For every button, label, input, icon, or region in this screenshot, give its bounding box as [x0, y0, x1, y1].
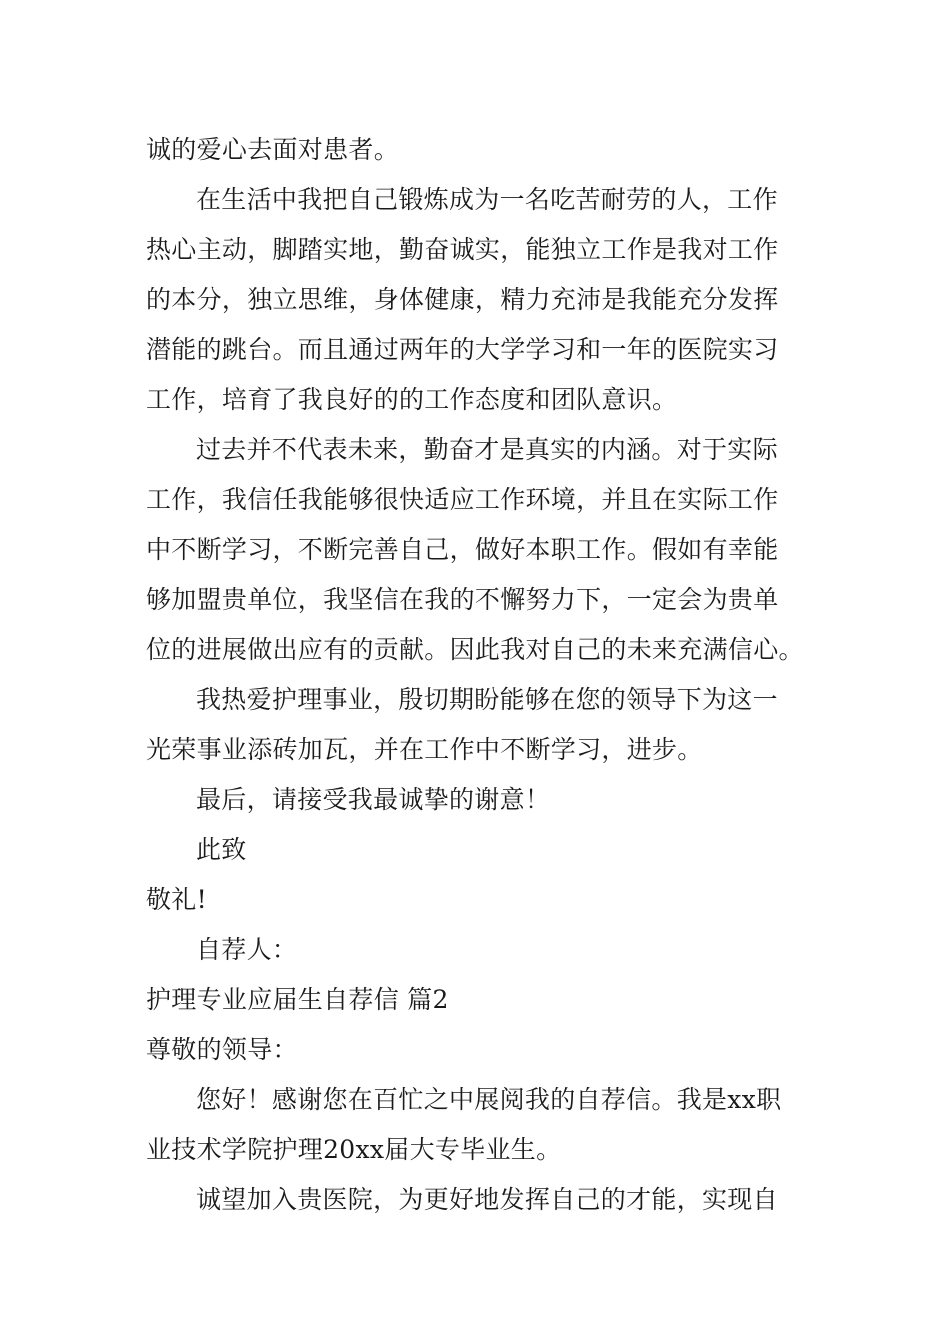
closing-thanks: 最后，请接受我最诚挚的谢意！ — [196, 785, 551, 814]
section-heading: 护理专业应届生自荐信 篇2 — [146, 985, 449, 1014]
text-line: 的本分，独立思维，身体健康，精力充沛是我能充分发挥 — [146, 285, 779, 314]
paragraph-start: 诚望加入贵医院，为更好地发挥自己的才能，实现自 — [196, 1185, 778, 1214]
text-line: 够加盟贵单位，我坚信在我的不懈努力下，一定会为贵单 — [146, 585, 779, 614]
paragraph-start: 过去并不代表未来，勤奋才是真实的内涵。对于实际 — [196, 435, 778, 464]
signature-label: 自荐人： — [196, 935, 298, 964]
text-line: 业技术学院护理20xx届大专毕业生。 — [146, 1135, 562, 1164]
greeting: 尊敬的领导： — [146, 1035, 298, 1064]
text-line: 位的进展做出应有的贡献。因此我对自己的未来充满信心。 — [146, 635, 804, 664]
text-line: 诚的爱心去面对患者。 — [146, 135, 400, 164]
text-line: 光荣事业添砖加瓦，并在工作中不断学习，进步。 — [146, 735, 703, 764]
salutation-regards: 敬礼! — [146, 885, 207, 914]
text-line: 中不断学习，不断完善自己，做好本职工作。假如有幸能 — [146, 535, 779, 564]
text-line: 热心主动，脚踏实地，勤奋诚实，能独立工作是我对工作 — [146, 235, 779, 264]
paragraph-start: 您好！感谢您在百忙之中展阅我的自荐信。我是xx职 — [196, 1085, 782, 1114]
text-line: 工作，培育了我良好的的工作态度和团队意识。 — [146, 385, 678, 414]
paragraph-start: 我热爱护理事业，殷切期盼能够在您的领导下为这一 — [196, 685, 778, 714]
text-line: 潜能的跳台。而且通过两年的大学学习和一年的医院实习 — [146, 335, 779, 364]
text-line: 工作，我信任我能够很快适应工作环境，并且在实际工作 — [146, 485, 779, 514]
paragraph-start: 在生活中我把自己锻炼成为一名吃苦耐劳的人，工作 — [196, 185, 778, 214]
salutation-closing: 此致 — [196, 835, 247, 864]
